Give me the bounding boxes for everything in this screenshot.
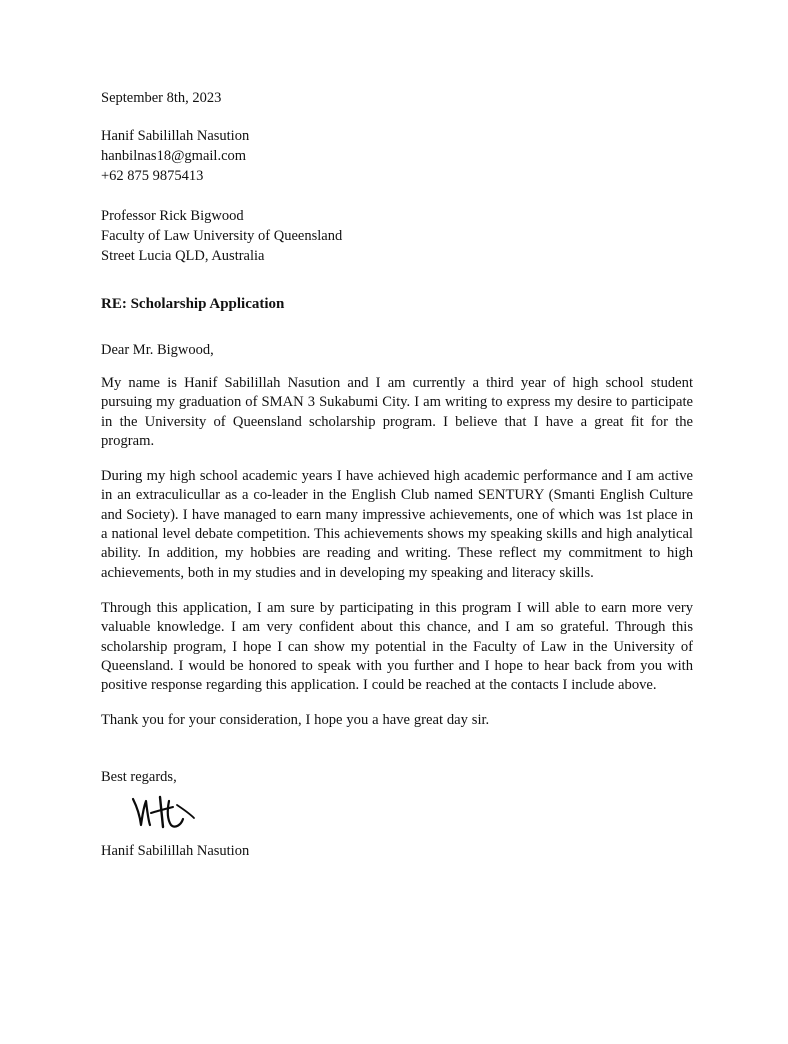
subject-line: RE: Scholarship Application [101,296,285,312]
recipient-faculty: Faculty of Law University of Queensland [101,228,343,244]
recipient-address: Street Lucia QLD, Australia [101,248,265,264]
body-paragraph: During my high school academic years I have achieved high academic performance and I am active in an extraculicullar as a co-leader in the English Club named SENTURY (Smanti English Culture and Society). I have managed to earn many impressive achievements, one of which was 1st place in a national level debate competition. This achievements shows my speaking skills and high analytical ability. In addition, my hobbies are reading and writing. These reflect my commitment to high achievements, both in my studies and in developing my speaking and literacy skills. [101,468,693,581]
letter-body [101,88,693,861]
letter-date: September 8th, 2023 [101,90,222,106]
sender-block [101,126,693,186]
signature-icon [127,791,199,840]
closing-line: Best regards, [101,768,177,785]
sender-email: hanbilnas18@gmail.com [101,148,247,164]
signature-area [101,789,693,841]
sender-name: Hanif Sabilillah Nasution [101,128,250,144]
recipient-block [101,206,693,266]
recipient-name: Professor Rick Bigwood [101,208,244,224]
sender-phone: +62 875 9875413 [101,168,204,184]
body-paragraph: My name is Hanif Sabilillah Nasution and I am currently a third year of high school student pursuing my graduation of SMAN 3 Sukabumi City. I am writing to express my desire to participate in the University of Queensland scholarship program. I believe that I have a great fit for the program. [101,375,693,449]
salutation: Dear Mr. Bigwood, [101,342,214,358]
body-paragraph: Through this application, I am sure by participating in this program I will able to earn more very valuable knowledge. I am very confident about this chance, and I am so grateful. Through this scholarship program, I hope I can show my potential in the Faculty of Law in the University of Queensland. I would be honored to speak with you further and I hope to hear back from you with positive response regarding this application. I could be reached at the contacts I include above. [101,599,693,694]
body-paragraph: Thank you for your consideration, I hope you a have great day sir. [101,712,490,729]
signer-name: Hanif Sabilillah Nasution [101,842,250,859]
